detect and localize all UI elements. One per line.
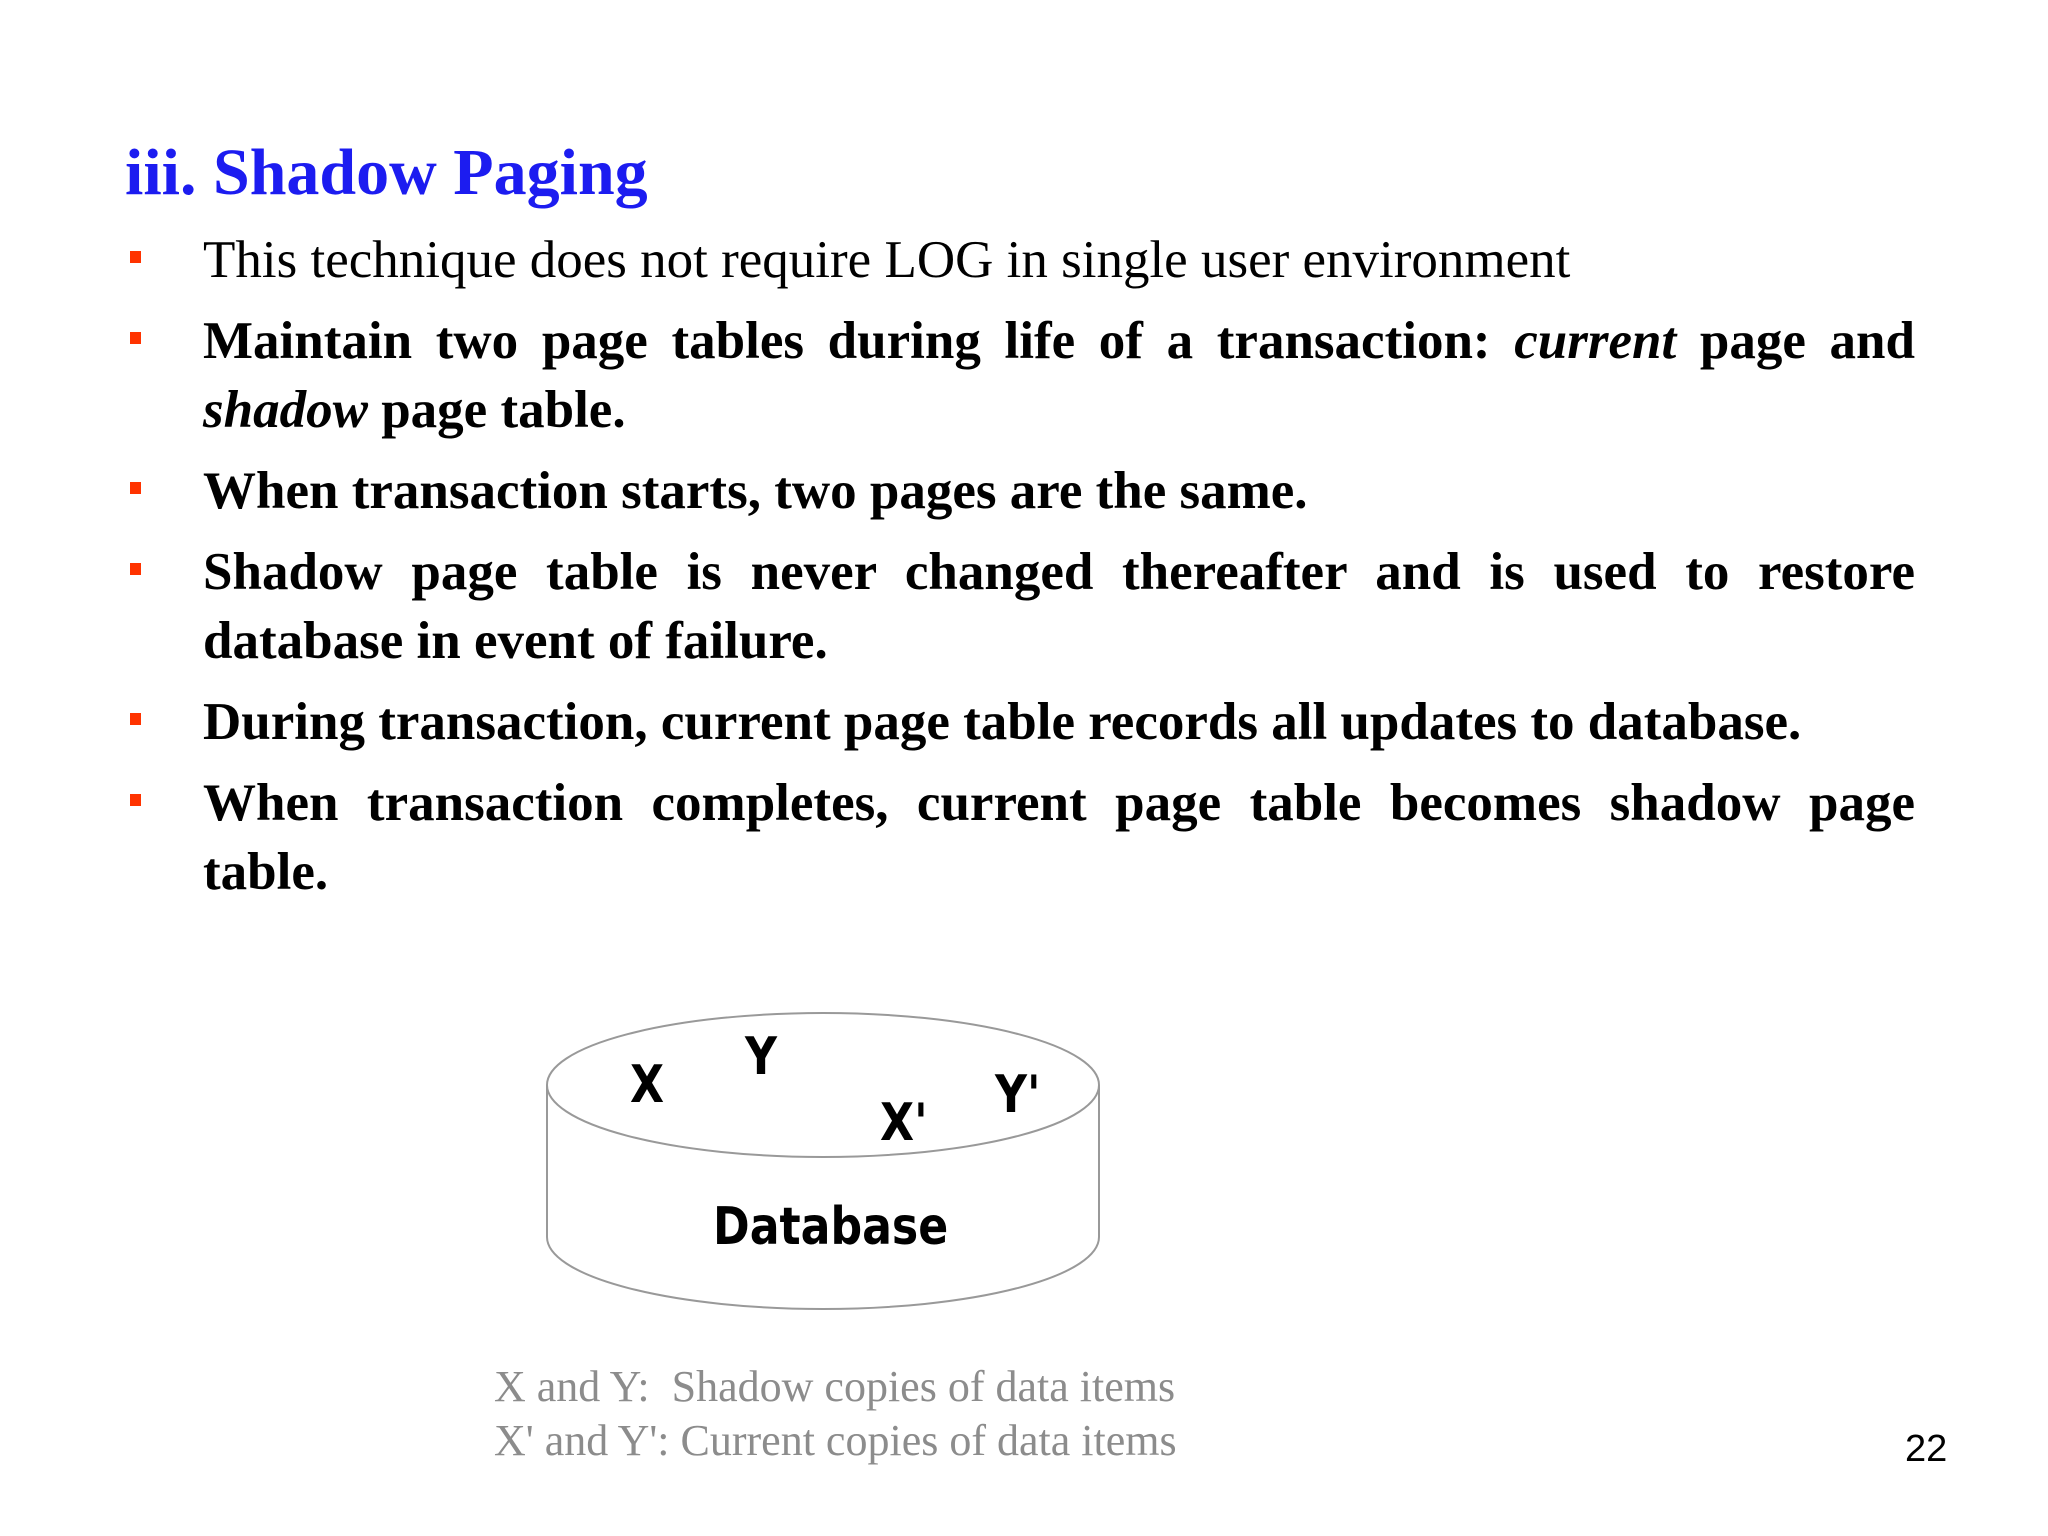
diagram-caption <box>494 1360 1177 1468</box>
bullet-text <box>203 312 1915 439</box>
bullet-text <box>203 693 1801 751</box>
item-x-prime-label: X' <box>880 1093 928 1153</box>
bullet-item <box>125 226 1915 295</box>
bullet-marker-icon <box>130 251 141 263</box>
bullet-item <box>125 457 1915 526</box>
database-diagram <box>545 1005 1105 1315</box>
bullet-text <box>203 462 1308 520</box>
bullet-item <box>125 688 1915 757</box>
bullet-text-emphasis: shadow <box>203 381 368 439</box>
bullet-marker-icon <box>130 713 141 725</box>
database-label: Database <box>713 1197 949 1257</box>
bullet-text-part: page and <box>1676 312 1916 370</box>
bullet-marker-icon <box>130 563 141 575</box>
bullet-text-part: Maintain two page tables during life of a transaction: <box>203 312 1515 370</box>
page-number: 22 <box>1905 1428 1948 1470</box>
item-x-label: X <box>630 1055 665 1115</box>
bullet-text-emphasis: current <box>1514 312 1677 370</box>
bullet-text-part: Shadow page table is never changed thereafter and is used to restore database in event of failure. <box>203 543 1915 670</box>
bullet-text <box>203 543 1915 670</box>
caption-line-current: X' and Y': Current copies of data items <box>494 1416 1177 1465</box>
bullet-marker-icon <box>130 794 141 806</box>
bullet-marker-icon <box>130 482 141 494</box>
bullet-text-part: When transaction completes, current page table becomes shadow page table. <box>203 774 1915 901</box>
bullet-marker-icon <box>130 332 141 344</box>
bullet-text <box>203 231 1570 289</box>
bullet-item <box>125 307 1915 445</box>
bullet-text-part: This technique does not require LOG in single user environment <box>203 231 1571 289</box>
bullet-text-part: During transaction, current page table records all updates to database. <box>203 693 1802 751</box>
bullet-text-part: page table. <box>367 381 626 439</box>
item-y-label: Y <box>745 1027 778 1087</box>
bullet-text <box>203 774 1915 901</box>
bullet-list <box>125 226 1915 919</box>
caption-line-shadow: X and Y: Shadow copies of data items <box>494 1362 1176 1411</box>
item-y-prime-label: Y' <box>995 1065 1041 1125</box>
slide-title: iii. Shadow Paging <box>125 136 648 209</box>
bullet-item <box>125 769 1915 907</box>
bullet-text-part: When transaction starts, two pages are the same. <box>203 462 1308 520</box>
database-cylinder <box>545 1005 1105 1315</box>
bullet-item <box>125 538 1915 676</box>
